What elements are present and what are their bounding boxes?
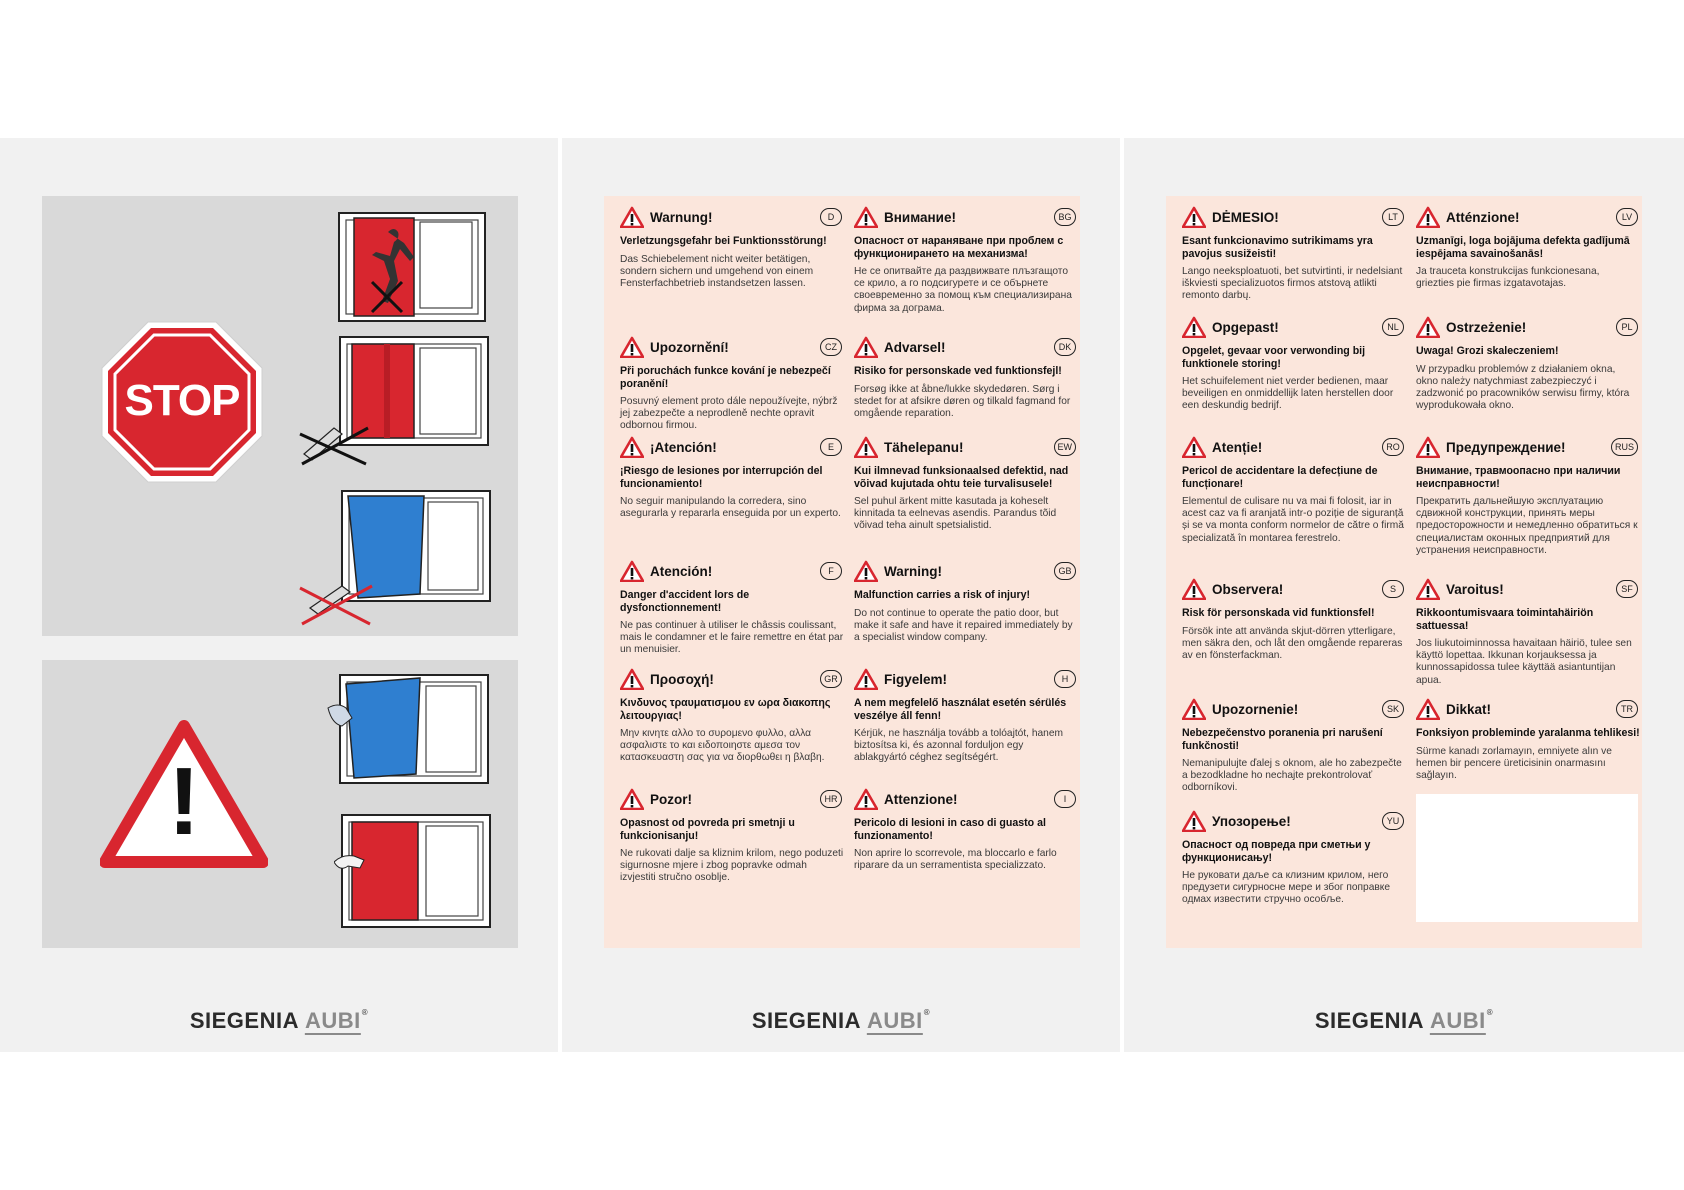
warning-icon (620, 206, 644, 228)
country-code: E (820, 438, 842, 456)
warnings-column-left (620, 204, 844, 940)
warning-block (1182, 576, 1406, 662)
country-code: D (820, 208, 842, 226)
warning-block (854, 666, 1078, 765)
country-code: CZ (820, 338, 842, 356)
warning-body: Sürme kanadı zorlamayın, emniyete alın ve hemen bir pencere üreticisinin onarmasını sağlayın. (1416, 745, 1612, 781)
warning-title: Figyelem! (884, 671, 948, 687)
pictogram-page (0, 138, 558, 1052)
warnings-column-left (1182, 204, 1406, 940)
warning-subtitle: Κινδυνος τραυματισμου εν ωρα διακοπης λειτουργιας! (620, 697, 831, 722)
warnings-panel-1 (604, 196, 1080, 948)
warning-body: Sel puhul ärkent mitte kasutada ja koheselt kinnitada ta eelnevas asendis. Parandus tõid võivad teha ainult spetsialistid. (854, 496, 1057, 532)
warning-icon (1182, 810, 1206, 832)
warning-icon (620, 560, 644, 582)
warning-icon (1182, 578, 1206, 600)
warning-title: Advarsel! (884, 339, 946, 355)
warning-icon (620, 436, 644, 458)
warning-block (1182, 204, 1406, 303)
warning-block (1182, 696, 1406, 795)
warning-icon (620, 668, 644, 690)
warnings-column-right (854, 204, 1078, 940)
warning-title: Dikkat! (1446, 701, 1492, 717)
stop-sign-label: STOP (124, 376, 240, 425)
window-blue-crossed (296, 490, 492, 630)
country-code: LT (1382, 208, 1404, 226)
country-code: GR (820, 670, 842, 688)
warning-icon (620, 788, 644, 810)
warning-subtitle: A nem megfelelő használat esetén sérülés veszélye áll fenn! (854, 697, 1067, 722)
warning-title: Warning! (884, 563, 942, 579)
warning-block (620, 434, 844, 520)
warning-block (1182, 434, 1406, 545)
warning-icon (1182, 316, 1206, 338)
country-code: I (1054, 790, 1076, 808)
warning-body: No seguir manipulando la corredera, sino asegurarla y repararla enseguida por un experto. (620, 496, 841, 520)
warning-title: Opgepast! (1212, 319, 1279, 335)
warning-exclamation: ! (168, 748, 200, 855)
warning-block (620, 666, 844, 765)
warning-title: Προσοχή! (650, 671, 714, 687)
warning-title: Ostrzeżenie! (1446, 319, 1527, 335)
warning-body: Elementul de culisare nu va mai fi folosit, iar in acest caz va fi aranjată intr-o poziție de siguranță și se va monta conform normelor de către o firmă specializată în montarea ferestrelo. (1182, 496, 1404, 544)
country-code: PL (1616, 318, 1638, 336)
warning-block (854, 204, 1078, 315)
siegenia-logo: SIEGENIA AUBI® (1314, 1008, 1494, 1033)
warning-subtitle: Uwaga! Grozi skaleczeniem! (1416, 345, 1559, 357)
warning-body: Прекратить дальнейшую эксплуатацию сдвижной конструкции, принять меры предосторожности и немедленно обратиться к специалистам оконных предприятий для устранения неисправности. (1416, 496, 1638, 556)
warning-subtitle: Rikkoontumisvaara toimintahäiriön sattuessa! (1416, 607, 1594, 632)
warning-body: Jos liukutoiminnossa havaitaan häiriö, tulee sen käyttö lopettaa. Ikkunan korjauksessa ja kunnossapidossa tulee käyttää asiantuntijan apua. (1416, 638, 1632, 686)
warning-title: Atténzione! (1446, 209, 1520, 225)
warning-subtitle: Pericolo di lesioni in caso di guasto al funzionamento! (854, 817, 1046, 842)
country-code: RO (1382, 438, 1404, 456)
warning-body: Do not continue to operate the patio door, but make it safe and have it repaired immediately by a specialist window company. (854, 607, 1073, 643)
window-person-crossed (338, 212, 486, 322)
warning-block (854, 434, 1078, 533)
warning-block (854, 786, 1078, 872)
country-code: DK (1054, 338, 1076, 356)
warning-title: Pozor! (650, 791, 692, 807)
warning-icon (1182, 436, 1206, 458)
warning-subtitle: Risk för personskada vid funktionsfel! (1182, 607, 1375, 619)
country-code: F (820, 562, 842, 580)
window-blue-open (324, 674, 490, 784)
warning-subtitle: Risiko for personskade ved funktionsfejl! (854, 365, 1062, 377)
warning-title: Varoitus! (1446, 581, 1504, 597)
warning-title: Внимание! (884, 209, 956, 225)
warning-block (620, 204, 844, 290)
country-code: TR (1616, 700, 1638, 718)
warning-block (620, 334, 844, 433)
warning-title: ¡Atención! (650, 439, 717, 455)
warning-subtitle: Nebezpečenstvo poranenia pri narušení funkčnosti! (1182, 727, 1383, 752)
warning-body: Ne rukovati dalje sa kliznim krilom, nego poduzeti sigurnosne mjere i zbog popravke odmah izvjestiti stručno osoblje. (620, 848, 844, 884)
country-code: SK (1382, 700, 1404, 718)
warning-subtitle: Při poruchách funkce kování je nebezpečí poranění! (620, 365, 831, 390)
warning-body: Posuvný element proto dále nepoužívejte, nýbrž jej zabezpečte a neprodleně nechte opravit odbornou firmou. (620, 396, 838, 432)
warning-icon (1182, 698, 1206, 720)
warning-subtitle: Опасност од повреда при сметњи у функционисању! (1182, 839, 1371, 864)
country-code: GB (1054, 562, 1076, 580)
country-code: YU (1382, 812, 1404, 830)
warning-subtitle: Uzmanīgi, loga bojājuma defekta gadījumā iespējama savainošanās! (1416, 235, 1630, 260)
warning-icon (1182, 206, 1206, 228)
warning-block (1182, 314, 1406, 413)
warning-body: Μην κινητε αλλο το συρομενο φυλλο, αλλα ασφαλιστε το και ειδοποιηστε αμεσα τον κατασκευαστη σας για να διορθωθει η βλαβη. (620, 728, 825, 764)
warning-block (1182, 808, 1406, 907)
warning-icon (854, 436, 878, 458)
warning-body: Het schuifelement niet verder bedienen, maar beveiligen en onmiddellijk laten herstellen door een deskundig bedrijf. (1182, 376, 1394, 412)
country-code: LV (1616, 208, 1638, 226)
siegenia-logo: SIEGENIA AUBI® (751, 1008, 931, 1033)
warning-body: Не се опитвайте да раздвижвате плъзгащото се крило, а го подсигурете и се обърнете своевременно за помощ към специализирана фирма за дограма. (854, 266, 1072, 314)
warning-body: Nemanipulujte ďalej s oknom, ale ho zabezpečte a bezodkladne ho nechajte prekontrolovať odborníkovi. (1182, 758, 1402, 794)
warning-block (1416, 434, 1640, 557)
warning-title: Предупреждение! (1446, 439, 1566, 455)
warning-title: Упозорење! (1212, 813, 1291, 829)
warning-subtitle: Danger d'accident lors de dysfonctionnement! (620, 589, 750, 614)
warning-title: Atenție! (1212, 439, 1263, 455)
warning-block (854, 334, 1078, 420)
country-code: RUS (1611, 438, 1638, 456)
warnings-page-2 (1124, 138, 1684, 1052)
country-code: NL (1382, 318, 1404, 336)
warning-icon (620, 336, 644, 358)
warning-body: Das Schiebelement nicht weiter betätigen, sondern sichern und umgehend von einem Fensterfachbetrieb instandsetzen lassen. (620, 253, 814, 289)
country-code: BG (1054, 208, 1076, 226)
warning-title: Attenzione! (884, 791, 958, 807)
warning-title: Upozornenie! (1212, 701, 1299, 717)
warning-subtitle: Opgelet, gevaar voor verwonding bij funktionele storing! (1182, 345, 1366, 370)
warning-title: DĖMESIO! (1212, 209, 1279, 225)
warning-title: Upozornění! (650, 339, 729, 355)
warning-icon (1416, 436, 1440, 458)
warning-icon (854, 560, 878, 582)
warning-icon (1416, 206, 1440, 228)
warnings-panel-2 (1166, 196, 1642, 948)
country-code: S (1382, 580, 1404, 598)
warning-panel (42, 660, 518, 948)
warning-body: Non aprire lo scorrevole, ma bloccarlo e farlo riparare da un serramentista specializzato. (854, 848, 1057, 872)
country-code: HR (820, 790, 842, 808)
warning-block (1416, 314, 1640, 412)
warning-body: W przypadku problemów z działaniem okna, okno należy natychmiast zabezpieczyć i zadzwonić po pracowników serwisu firmy, która wyprodukowała okno. (1416, 363, 1630, 412)
warning-title: Tähelepanu! (884, 439, 964, 455)
window-red-open (334, 814, 492, 930)
warning-block (1416, 696, 1640, 782)
warning-subtitle: Pericol de accidentare la defecțiune de funcționare! (1182, 465, 1378, 490)
warning-subtitle: Esant funkcionavimo sutrikimams yra pavojus susižeisti! (1182, 235, 1373, 260)
warning-block (854, 558, 1078, 644)
warning-subtitle: ¡Riesgo de lesiones por interrupción del funcionamiento! (620, 465, 823, 490)
blank-label-area (1416, 794, 1638, 922)
warning-icon (854, 788, 878, 810)
warning-title: Warnung! (650, 209, 713, 225)
warning-body: Ja trauceta konstrukcijas funkcionesana, griezties pie firmas izgatavotajas. (1416, 266, 1600, 290)
siegenia-logo: SIEGENIA AUBI® (189, 1008, 369, 1033)
warning-subtitle: Fonksiyon probleminde yaralanma tehlikesi! (1416, 727, 1640, 739)
country-code: H (1054, 670, 1076, 688)
warning-subtitle: Opasnost od povreda pri smetnji u funkcionisanju! (620, 817, 795, 842)
warning-subtitle: Verletzungsgefahr bei Funktionsstörung! (620, 235, 827, 247)
warning-icon (854, 206, 878, 228)
warning-subtitle: Malfunction carries a risk of injury! (854, 589, 1031, 601)
warning-body: Kérjük, ne használja tovább a tolóajtót, hanem biztosítsa ki, és azonnal forduljon egy ablakgyártó céghez segítségért. (854, 728, 1063, 764)
warning-body: Не руковати даље са клизним крилом, него предузети сигурносне мере и због поправке одмах известити стручно особље. (1182, 870, 1391, 906)
warning-subtitle: Kui ilmnevad funksionaalsed defektid, nad võivad kujutada ohtu teie turvalisusele! (854, 465, 1069, 490)
warning-body: Ne pas continuer à utiliser le châssis coulissant, mais le condamner et le faire remettre en état par un menuisier. (620, 620, 844, 656)
warning-block (620, 558, 844, 657)
warning-title: Atención! (650, 563, 713, 579)
stop-panel (42, 196, 518, 636)
warning-subtitle: Опасност от нараняване при проблем с функционирането на механизма! (854, 235, 1064, 260)
warnings-page-1 (562, 138, 1120, 1052)
warning-icon (854, 336, 878, 358)
warning-icon (1416, 698, 1440, 720)
warning-block (1416, 576, 1640, 687)
warning-icon (1416, 578, 1440, 600)
country-code: SF (1616, 580, 1638, 598)
warning-body: Forsøg ikke at åbne/lukke skydedøren. Sørg i stedet for at afsikre døren og tilkald fagmand for omgående reparation. (854, 383, 1071, 419)
warning-block (620, 786, 844, 885)
warning-block (1416, 204, 1640, 290)
warning-body: Försök inte att använda skjut-dörren ytterligare, men säkra den, och låt den omgående repareras av en fönsterfackman. (1182, 625, 1403, 661)
warning-subtitle: Внимание, травмоопасно при наличии неисправности! (1416, 465, 1621, 490)
warning-title: Observera! (1212, 581, 1284, 597)
warning-icon (854, 668, 878, 690)
warning-icon (1416, 316, 1440, 338)
window-red-crossed (298, 336, 490, 466)
country-code: EW (1054, 438, 1077, 456)
warning-body: Lango neeksploatuoti, bet sutvirtinti, ir nedelsiant iškviesti specializuotos firmos atstovą atlikti remonto darbų. (1182, 266, 1403, 302)
